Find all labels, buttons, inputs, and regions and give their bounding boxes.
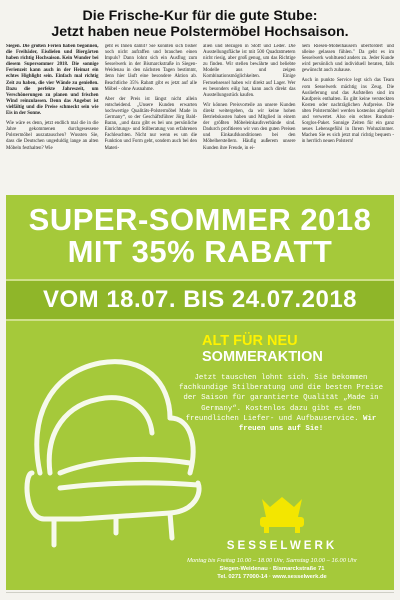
article-paragraph: Wie wäre es denn, jetzt endlich mal die in die Jahre gekommenen durchgesessene Polstermöbel auszutauschen? Wussten Sie, dass die Deutschen ungeduldig lange an alten Möbeln festhalten? Wie bbox=[6, 121, 99, 151]
article-body bbox=[6, 44, 394, 194]
article-paragraph: Siegen. Die großen Ferien haben begonnen, die Freibäder, Eisdielen und Biergärten haben richtig Hochsaison. Kein Wunder bei diesem Supersommer 2018. Die sonnige Ferienzeit kann auch in der Heimat ein echtes Highlight sein. Einfach mal richtig Zeit zu haben, die vier Wände zu genießen. Dazu die perfekte Jahreszeit, um Verschönerungen zu planen und frischen Wind reinzulassen. Denn das Angebot ist vielfältig und die Preise schmeckt sein wie Eis in der Sonne. bbox=[6, 44, 99, 117]
article-paragraph: Wir können Preisvorteile an unsere Kunden direkt weitergeben, da wir keine hohen Betriebskosten haben und Mitglied in einem der größten Möbeleinkaufsverbände sind. Dadurch profitieren wir von den guten Preisen und Einkaufskonditionen bei den Möbelherstellern. Häufig außerem unsere Kunden ihre Freude, in ei- bbox=[203, 102, 296, 151]
offer-body: Jetzt tauschen lohnt sich. Sie bekommen fachkundige Stilberatung und die besten Preise der Saison für garantierte Qualität „Made in Germany“. Kostenlos dazu gibt es den freundlichen Liefer- und Aufbauservice. bbox=[178, 374, 383, 423]
store-address: Siegen-Weidenau · Bismarckstraße 71 bbox=[219, 566, 325, 572]
date-band bbox=[6, 279, 394, 321]
ad-headline-2: MIT 35% RABATT bbox=[67, 234, 333, 269]
headline-line-2: Jetzt haben neue Polstermöbel Hochsaison. bbox=[51, 24, 349, 40]
offer-text bbox=[176, 373, 386, 434]
article-paragraph: nem Riesen-Möbelhäusern überfordert und alleine gelassen fühlen." Da geht es im Sesselwerk wohltuend anders zu. Jeder Kunde wird persönlich und individuell beraten, falls gewünscht auch zuhause. bbox=[301, 44, 394, 74]
article-paragraph: Auch in punkto Service legt sich das Team vom Sesselwerk mächtig ins Zeug. Die Auslieferung und das Aufstellen sind im Kaufpreis enthalten. Es gibt keine versteckten Kosten oder nachträglichen Aufpreise. Die alten Polstermöbel werden kostenlos abgeholt und verwertet. Also ein echtes Rundum-Sorglos-Paket. Sonnige Zeiten für ein ganz neues Lebensgefühl in Ihrem Wohnzimmer. Machen Sie es sich jetzt mal richtig bequem - in herrlich neuen Polstern! bbox=[301, 78, 394, 145]
sommeraktion-heading: SOMMERAKTION bbox=[202, 349, 323, 365]
opening-hours: Montag bis Freitag 10.00 – 18.00 Uhr, Samstag 10.00 – 16.00 Uhr bbox=[187, 558, 357, 564]
store-info bbox=[156, 557, 388, 581]
headline-line-1: Die Frische-Kur für die gute Stube: bbox=[82, 8, 318, 24]
article-paragraph: geht es Ihnen damit? Sie konnten sich bisher noch nicht aufraffen und brauchen einen Impuls? Dann lohnt sich ein Ausflug zum Sesselwerk in der Bismarckstraße in Siegen-Weidenau in den nächsten Tagen bestimmt, denn hier läuft eine besondere Aktion ab. Beachtliche 35% Rabatt gibt es jetzt auf alle Möbel - ohne Ausnahme. bbox=[104, 44, 197, 92]
ad-headline-1: SUPER-SOMMER 2018 bbox=[28, 202, 372, 237]
article-column-1 bbox=[6, 44, 99, 194]
article-paragraph: alien und Bezügen in Stoff und Leder. Die Ausstellungsfläche ist mit 500 Quadratmetern nicht riesig, aber groß genug, um das Richtige zu finden. Wir stellen bewährte und beliebte Modelle aus und zeigen Kombinationsmöglichkeiten. Einige Fernsehsessel haben wir direkt auf Lager. Wer es besonders eilig hat, kann auch direkt das Ausstellungsstück kaufen. bbox=[203, 44, 296, 98]
page-divider bbox=[6, 592, 394, 593]
armchair-illustration bbox=[20, 323, 225, 553]
article-column-2 bbox=[105, 44, 198, 194]
store-contact: Tel. 0271 77000-14 · www.sesselwerk.de bbox=[217, 574, 327, 580]
sesselwerk-logo-icon bbox=[252, 491, 312, 535]
offer-closing: Wir freuen uns auf Sie! bbox=[238, 414, 377, 434]
article-paragraph: Aber der Preis ist längst nicht allein entscheidend. „Unsere Kunden erwarten hochwertige Qualitäts-Polstermöbel Made in Germany“, so der Geschäftsführer Jörg Bald-Baran, „und dazu gibt es bei uns persönliche Einrichtungs- und Stilberatung von erfahrenen Fachleuchten. Nicht nur wenn es um die Funktion und Form geht, sondern auch bei den Materi- bbox=[104, 96, 197, 151]
brand-name: SESSELWERK bbox=[226, 539, 338, 552]
article-column-4 bbox=[302, 44, 395, 194]
alt-fuer-neu-heading: ALT FÜR NEU bbox=[202, 333, 298, 349]
article-headline bbox=[20, 8, 380, 40]
advertisement bbox=[6, 195, 394, 590]
article-column-3 bbox=[203, 44, 296, 194]
promo-dates: VOM 18.07. BIS 24.07.2018 bbox=[42, 286, 358, 313]
